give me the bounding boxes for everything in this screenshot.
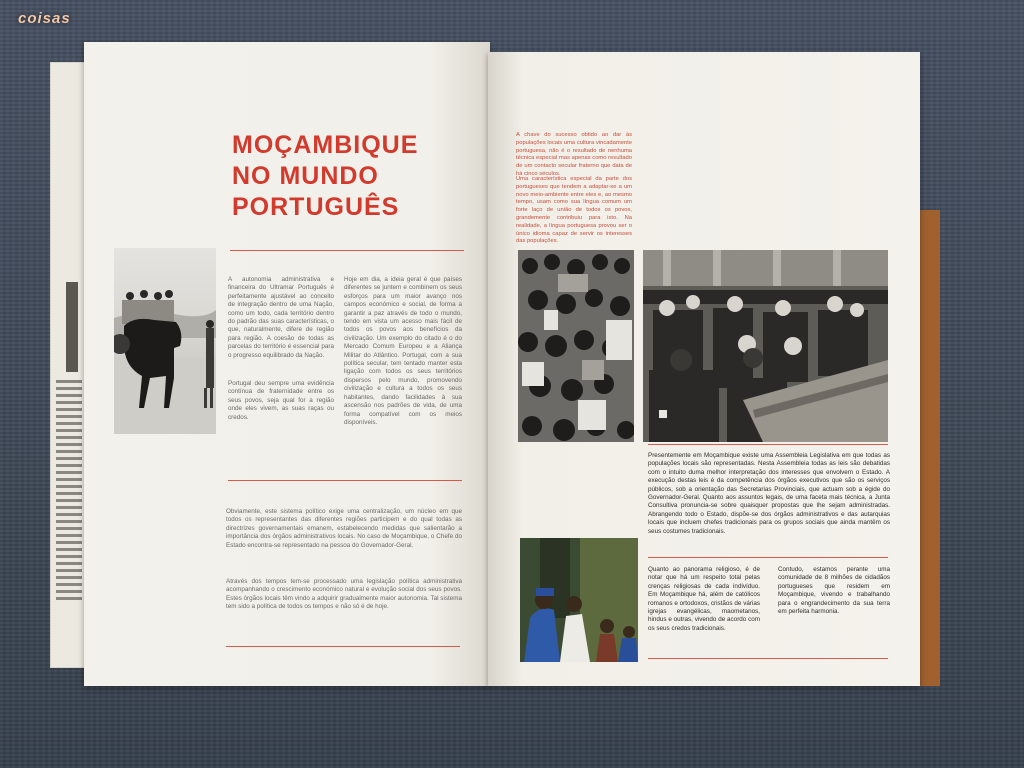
mid-rule-right bbox=[648, 557, 888, 558]
magazine-edge bbox=[918, 210, 940, 686]
bottom-rule-right bbox=[648, 658, 888, 659]
paragraph-comunidade: Contudo, estamos perante uma comunidade de 8 milhões de cidadãos portugueses que residem em Moçambique, vivendo e trabalhando para o engrandecimento da sua terra em perfeita harmonia. bbox=[778, 566, 890, 616]
title-line-2: NO MUNDO bbox=[232, 162, 379, 190]
paragraph-chave-sucesso: A chave do sucesso obtido ao dar às populações locais uma cultura vincadamente portuguesa, não é o resultado de nenhuma técnica especial mas apenas como resultado de um contacto secular fraterno que data de há cinco séculos. bbox=[516, 132, 632, 177]
paragraph-centralizacao: Obviamente, este sistema político exige uma centralização, um núcleo em que todos os representantes das diferentes regiões participem e do qual todas as directrizes governamentais emanem, estabelecendo medidas que salientarão a importância dos órgãos administrativos locais. No caso de Moçambique, o Chefe do Estado encontra-se representado na pessoa do Governador-Geral. bbox=[226, 508, 462, 549]
paragraph-autonomia: A autonomia administrativa e financeira do Ultramar Português é perfeitamente ajustável ao conceito de integração dentro de uma Nação, como um todo, cada território dentro do padrão das suas características, o que, naturalmente, difere de região para região. A coesão de todas as parcelas do território é essencial para o progresso equilibrado da Nação. bbox=[228, 276, 334, 359]
title-line-3: PORTUGUÊS bbox=[232, 193, 400, 221]
title-rule bbox=[230, 250, 464, 251]
bottom-rule-left bbox=[226, 646, 460, 647]
religious-photo bbox=[520, 538, 638, 662]
watermark-logo: coisas bbox=[18, 10, 71, 27]
article-title bbox=[232, 130, 418, 223]
ox-cart-photo bbox=[114, 248, 216, 434]
paragraph-hoje-em-dia: Hoje em dia, a ideia geral é que países diferentes se juntem e combinem os seus esforços para um maior avanço nos campos económico e social, de forma a garantir a paz através de todo o mundo, tendo em vista um acesso mais fácil de todos os povos aos benefícios da civilização. Um exemplo do citado é o do Mercado Comum Europeu e a Aliança Militar do Atlântico. Portugal, com a sua política secular, tem tentado manter esta ligação com todos os seus territórios dispersos pelo mundo, promovendo civilização e cultura a todos os seus habitantes, dando facilidades à sua ascensão nos padrões de vida, de uma forma compatível com os meios disponíveis. bbox=[344, 276, 462, 426]
paragraph-assembleia: Presentemente em Moçambique existe uma Assembleia Legislativa em que todas as populações locais são representadas. Nesta Assembleia todas as leis são debatidas com o intuito duma melhor interpretação dos interesses que envolvem o Estado. A execução destas leis é da competência dos órgãos executivos que são os serviços públicos, sob a orientação das Secretarias Provinciais, que actuam sob a égide do Governador-Geral. Quanto aos assuntos legais, de uma faceta mais técnica, a Junta Consultiva pronuncia-se sobre quaisquer propostas que lhe sejam administradas. Abrangendo todo o Estado, dispõe-se dos órgãos administrativos e das autarquias locais que incluem chefes tradicionais para os grupos sociais que ainda mantêm os seus costumes tradicionais. bbox=[648, 452, 890, 535]
crowd-photo bbox=[518, 250, 634, 442]
back-page-text-column bbox=[56, 380, 82, 604]
paragraph-fraternidade: Portugal deu sempre uma evidência contínua de fraternidade entre os seus povos, seja qual for a região onde eles vivem, as suas raças ou credos. bbox=[228, 380, 334, 421]
paragraph-lingua: Uma característica especial da parte dos portugueses que tendem a adaptar-se a um novo meio-ambiente entre eles e, ao mesmo tempo, usam como sua língua comum um forte laço de união de todos os povos, grandemente contribuiu para isto. Na realidade, a língua portuguesa provou ser o único idioma capaz de servir os interesses das populações. bbox=[516, 176, 632, 245]
mid-rule bbox=[228, 480, 462, 481]
paragraph-religiao: Quanto ao panorama religioso, é de notar que há um respeito total pelas crenças religiosas de cada indivíduo. Em Moçambique há, além de católicos romanos e ortodoxos, cristãos de várias igrejas evangélicas, maometanos, hindus e outras, vivendo de acordo com os seus credos tradicionais. bbox=[648, 566, 760, 632]
photo-caption-rule bbox=[648, 444, 888, 445]
paragraph-legislacao: Através dos tempos tem-se processado uma legislação política administrativa acompanhando o crescimento económico natural e evolução social dos seus povos. Estes órgãos locais têm vindo a adquirir gradualmente maior autonomia. Tal sistema tem sido a política de todos os tempos e não só é de hoje. bbox=[226, 578, 462, 611]
title-line-1: MOÇAMBIQUE bbox=[232, 131, 419, 159]
back-page-photo-strip bbox=[66, 282, 78, 372]
assembly-photo bbox=[643, 250, 888, 442]
